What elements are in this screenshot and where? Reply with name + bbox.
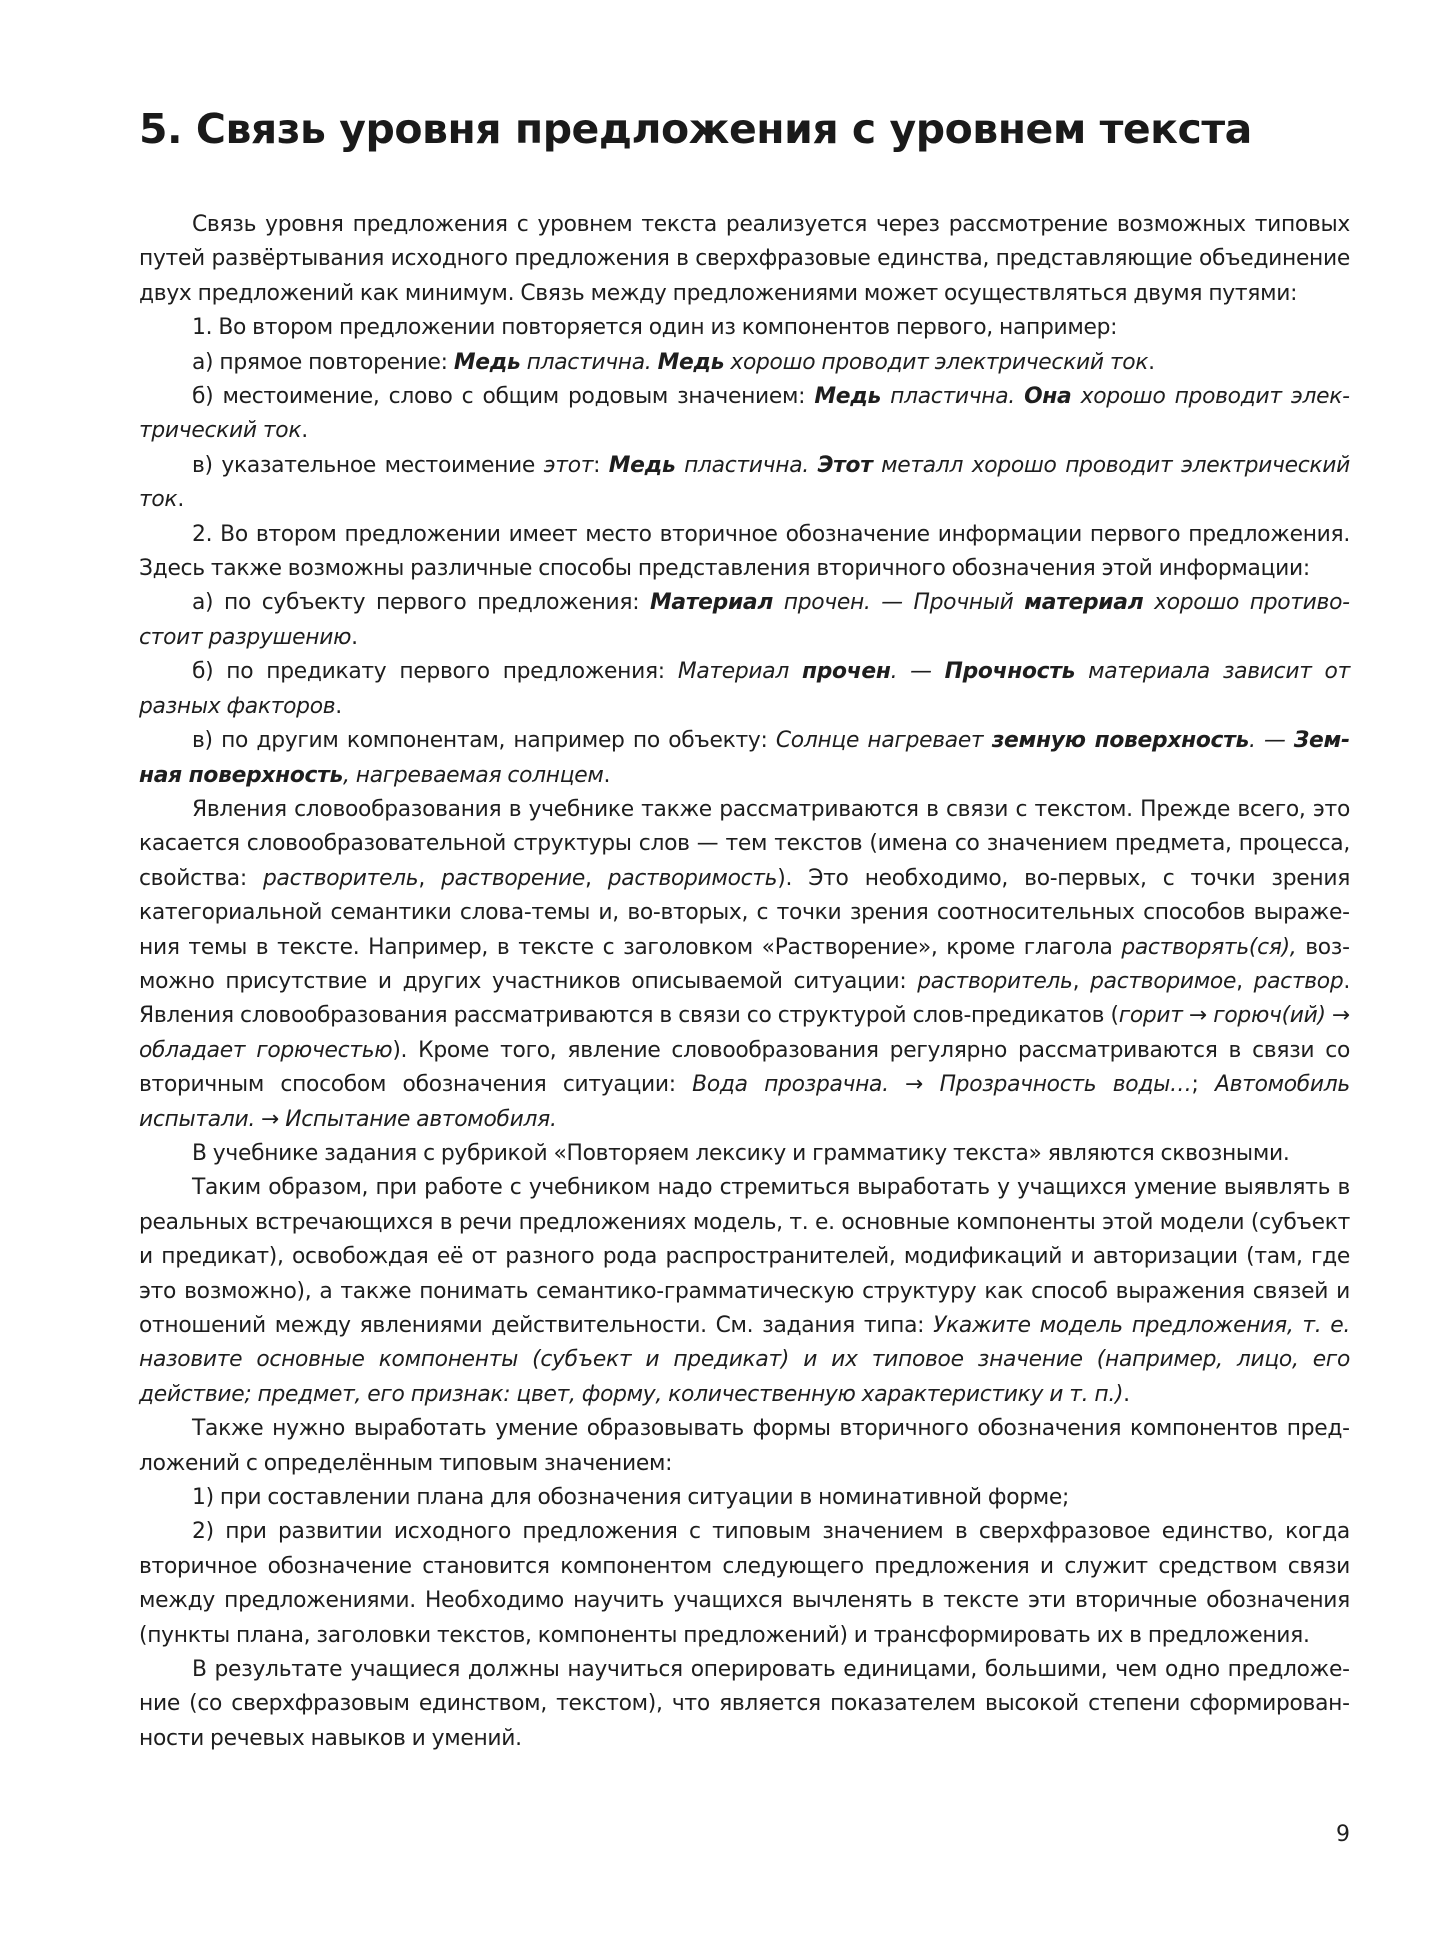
bold-italic-term: Материал	[650, 590, 773, 616]
body-paragraph	[139, 1171, 1350, 1412]
italic-example: растворимое	[1090, 968, 1237, 994]
text-run: в) указательное местоимение	[192, 452, 544, 478]
text-run: а) прямое повторение:	[192, 349, 454, 375]
italic-example: хорошо противостоит разрушению	[139, 590, 1350, 650]
text-run: .	[177, 487, 184, 513]
italic-example: растворитель	[917, 968, 1073, 994]
bold-italic-term: Земная поверхность	[139, 728, 1351, 788]
text-run: Также нужно выработать умение образовывать формы вторичного обозначения компонентов предложений с определённым типовым значением:	[139, 1416, 1350, 1476]
body-paragraph	[139, 655, 1350, 724]
italic-example: Укажите модель предложения, т. е. назовите основные компоненты (субъект и предикат) и их типовое значение (например, лицо, его действие; предмет, его признак: цвет, форму, количественную характеристику и т. п.)	[139, 1313, 1350, 1407]
page-number: 9	[1336, 1822, 1350, 1847]
text-run: в) по другим компонентам, например по объекту:	[192, 728, 776, 754]
body-paragraph	[139, 1653, 1350, 1756]
bold-italic-term: материал	[1024, 590, 1144, 616]
italic-example: растворитель	[263, 865, 419, 891]
bold-italic-term: Она	[1024, 384, 1072, 410]
italic-example: растворять(ся),	[1121, 934, 1297, 960]
italic-example: пластична.	[520, 349, 658, 375]
text-run: Явления словообразования в учебнике также рассматриваются в связи с текстом. Прежде всего, это касается словообразовательной структуры слов — тем текстов (имена со значением предмета, процесса, свойства:	[139, 796, 1350, 891]
text-run: 2) при развитии исходного предложения с типовым значением в сверхфразовое единство, когда вторичное обозначение становится компонентом следующего предложения и служит средством связи между предложениями. Необходимо научить учащихся вычленять в тексте эти вторичные обозначения (пункты плана, заголовки текстов, компоненты предложений) и трансформировать их в предложения.	[139, 1519, 1350, 1648]
text-run: . Явления словообразования рассматриваются в связи со структурой слов-предикатов (	[139, 968, 1350, 1029]
text-run: ,	[584, 865, 608, 891]
text-run: ). Это необходимо, во-первых, с точки зрения категориальной семантики слова-темы и, во-вторых, с точки зрения соотносительных способов выражения темы в тексте. Например, в тексте с заголовком «Растворение», кроме глагола	[139, 865, 1351, 960]
text-run: .	[301, 418, 308, 444]
text-run: ,	[1236, 968, 1254, 994]
text-run: .	[1148, 349, 1155, 375]
section-title: 5. Связь уровня предложения с уровнем текста	[139, 105, 1252, 153]
bold-italic-term: Медь	[453, 349, 521, 375]
text-run: 2. Во втором предложении имеет место вторичное обозначение информации первого предложения. Здесь также возможны различные способы представления вторичного обозначения этой информации:	[139, 521, 1350, 582]
body-paragraph	[139, 449, 1350, 518]
text-run: В учебнике задания с рубрикой «Повторяем лексику и грамматику текста» являются сквозными.	[192, 1140, 1290, 1166]
italic-example: . —	[1248, 728, 1294, 754]
italic-example: материала зависит от разных факторов	[139, 659, 1350, 719]
text-run: ;	[1191, 1072, 1216, 1098]
italic-example: растворимость	[607, 865, 778, 891]
italic-example: пластична.	[881, 384, 1025, 410]
text-run: 1) при составлении плана для обозначения ситуации в номинативной форме;	[192, 1485, 1070, 1511]
document-page	[139, 0, 1350, 1940]
text-run: .	[1123, 1381, 1130, 1407]
text-run: .	[335, 693, 342, 719]
text-run: а) по субъекту первого предложения:	[192, 590, 651, 616]
bold-italic-term: Прочность	[944, 659, 1076, 685]
text-run: ,	[1072, 968, 1091, 994]
italic-example: растворение	[441, 865, 585, 891]
body-paragraph	[139, 518, 1350, 587]
body-paragraph	[139, 1515, 1350, 1653]
body-paragraph	[139, 586, 1350, 655]
body-paragraph	[139, 1412, 1350, 1481]
italic-example: пластична.	[675, 452, 818, 478]
italic-example: Автомобиль испытали. → Испытание автомобиля.	[139, 1072, 1350, 1132]
text-run: б) по предикату первого предложения:	[192, 659, 678, 685]
bold-italic-term: Медь	[657, 349, 725, 375]
body-paragraph	[139, 793, 1350, 1137]
italic-example: хорошо проводит электрический ток	[724, 349, 1149, 375]
text-run: б) местоимение, слово с общим родовым значением:	[192, 384, 815, 410]
bold-italic-term: прочен	[801, 659, 891, 685]
italic-example: раствор	[1253, 968, 1344, 994]
body-paragraph	[139, 1137, 1350, 1171]
italic-example: металл хорошо проводит электрический ток	[139, 452, 1350, 513]
text-run: ,	[418, 865, 442, 891]
bold-italic-term: Медь	[608, 452, 676, 478]
text-run: .	[603, 762, 611, 788]
text-run: 1. Во втором предложении повторяется один из компонентов первого, например:	[192, 315, 1118, 341]
body-paragraph	[139, 724, 1350, 793]
italic-example: горит → горюч(ий) → обладает горючестью	[139, 1003, 1350, 1063]
text-run: ). Кроме того, явление словообразования регулярно рассматриваются в связи со вторичным способом обозначения ситуации:	[139, 1037, 1350, 1098]
bold-italic-term: земную поверхность	[991, 728, 1249, 754]
body-paragraph	[139, 380, 1350, 449]
italic-example: Солнце нагревает	[775, 728, 992, 754]
italic-example: . —	[890, 659, 945, 685]
text-run: .	[351, 624, 358, 650]
body-paragraph	[139, 311, 1350, 345]
italic-example: Вода прозрачна. → Прозрачность воды…	[692, 1072, 1192, 1098]
body-paragraph	[139, 208, 1350, 311]
italic-example: хорошо проводит электрический ток	[139, 384, 1350, 444]
text-run: Таким образом, при работе с учебником надо стремиться выработать у учащихся умение выявлять в реальных встречающихся в речи предложениях модель, т. е. основные компоненты этой модели (субъект и предикат), освобождая её от разного рода распространителей, модификаций и авторизации (там, где это возможно), а также понимать семантико-грамматическую структуру как способ выражения связей и отношений между явлениями действительности. См. задания типа:	[139, 1175, 1350, 1338]
body-paragraph	[139, 1481, 1350, 1515]
body-paragraph	[139, 346, 1350, 380]
text-run: Связь уровня предложения с уровнем текста реализуется через рассмотрение возможных типовых путей развёртывания исходного предложения в сверхфразовые единства, представляющие объединение двух предложений как минимум. Связь между предложениями может осуществляться двумя путями:	[139, 212, 1350, 306]
text-run: :	[593, 452, 609, 478]
italic-example: Материал	[677, 659, 802, 685]
text-run: возможно присутствие и других участников описываемой ситуации:	[139, 934, 1350, 994]
text-run: В результате учащиеся должны научиться оперировать единицами, большими, чем одно предложение (со сверхфразовым единством, текстом), что является показателем высокой степени сформированности речевых навыков и умений.	[139, 1657, 1350, 1751]
italic-example: прочен. — Прочный	[773, 590, 1025, 616]
body-text	[139, 208, 1350, 1756]
italic-example: , нагреваемая солнцем	[343, 762, 604, 788]
bold-italic-term: Медь	[814, 384, 882, 410]
italic-example: этот	[543, 452, 594, 478]
bold-italic-term: Этот	[817, 452, 873, 478]
